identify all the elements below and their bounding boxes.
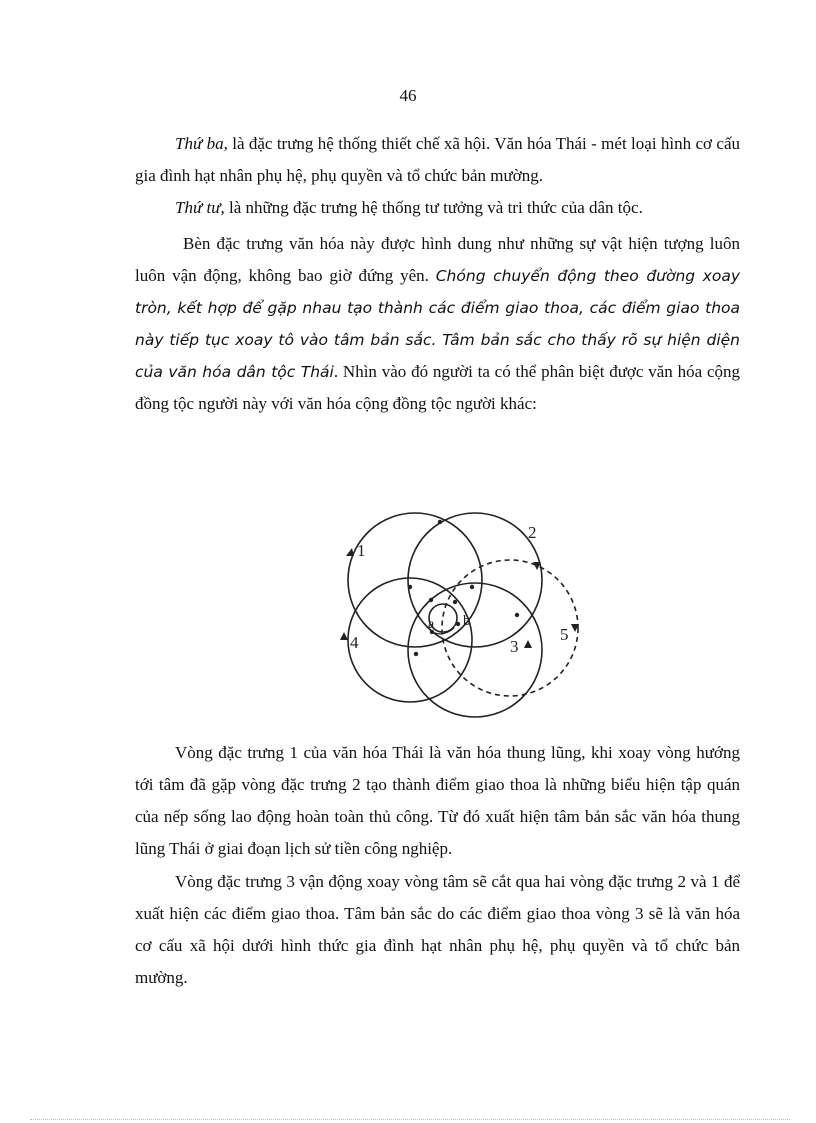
paragraph-italic-text: Chóng chuyển động theo đường xoay tròn, kết hợp để gặp nhau tạo thành các điểm giao thoa, các điểm giao thoa này tiếp tục xoay tô vào tâm bản sắc. Tâm bản sắc cho thấy rõ sự hiện diện của văn hóa dân tộc Thái xyxy=(135,267,740,381)
circle-1 xyxy=(348,513,482,647)
label-circle-5: 5 xyxy=(560,625,569,644)
paragraph-thu-ba xyxy=(135,128,740,192)
label-point-b: b xyxy=(463,613,471,629)
paragraph-text: . Nhìn vào đó người ta có thể phân biệt được văn hóa cộng đồng tộc người này với văn hóa cộng đồng tộc người khác: xyxy=(135,362,740,413)
paragraph-text: , là đặc trưng hệ thống thiết chế xã hội. Văn hóa Thái - mét loại hình cơ cấu gia đình hạt nhân phụ hệ, phụ quyền và tổ chức bản mường. xyxy=(135,134,741,185)
paragraph-lead: Thứ tư, xyxy=(175,198,225,217)
paragraph-lead: Thứ ba xyxy=(175,134,224,153)
paragraph-text: là những đặc trưng hệ thống tư tưởng và tri thức của dân tộc. xyxy=(224,198,643,217)
paragraph-text: Bèn đặc trưng văn hóa này được hình dung như những sự vật hiện tượng luôn luôn vận động, không bao giờ đứng yên. xyxy=(135,234,740,285)
footer-divider xyxy=(30,1119,790,1120)
paragraph-thu-tu xyxy=(135,192,740,224)
label-circle-3: 3 xyxy=(510,637,519,656)
intersecting-circles-diagram xyxy=(330,500,590,730)
circle-3 xyxy=(408,583,542,717)
direction-arrows xyxy=(340,548,579,648)
paragraph-description xyxy=(135,228,740,420)
paragraph-ring-3: Vòng đặc trưng 3 vận động xoay vòng tâm sẽ cắt qua hai vòng đặc trưng 2 và 1 để xuất hiện các điểm giao thoa. Tâm bản sắc do các điểm giao thoa vòng 3 sẽ là văn hóa cơ cấu xã hội dưới hình thức gia đình hạt nhân phụ hệ, phụ quyền và tổ chức bản mường. xyxy=(135,872,740,987)
label-circle-1: 1 xyxy=(357,541,366,560)
paragraph-ring-1: Vòng đặc trưng 1 của văn hóa Thái là văn hóa thung lũng, khi xoay vòng hướng tới tâm đã gặp vòng đặc trưng 2 tạo thành điểm giao thoa là những biểu hiện tập quán của nếp sống lao động hoàn toàn thủ công. Từ đó xuất hiện tâm bản sắc văn hóa thung lũng Thái ở giai đoạn lịch sử tiền công nghiệp. xyxy=(135,743,740,858)
intersection-points xyxy=(408,520,519,656)
label-circle-2: 2 xyxy=(528,523,537,542)
label-circle-4: 4 xyxy=(350,633,359,652)
label-point-a: a xyxy=(428,617,435,632)
page-number: 46 xyxy=(399,86,417,105)
